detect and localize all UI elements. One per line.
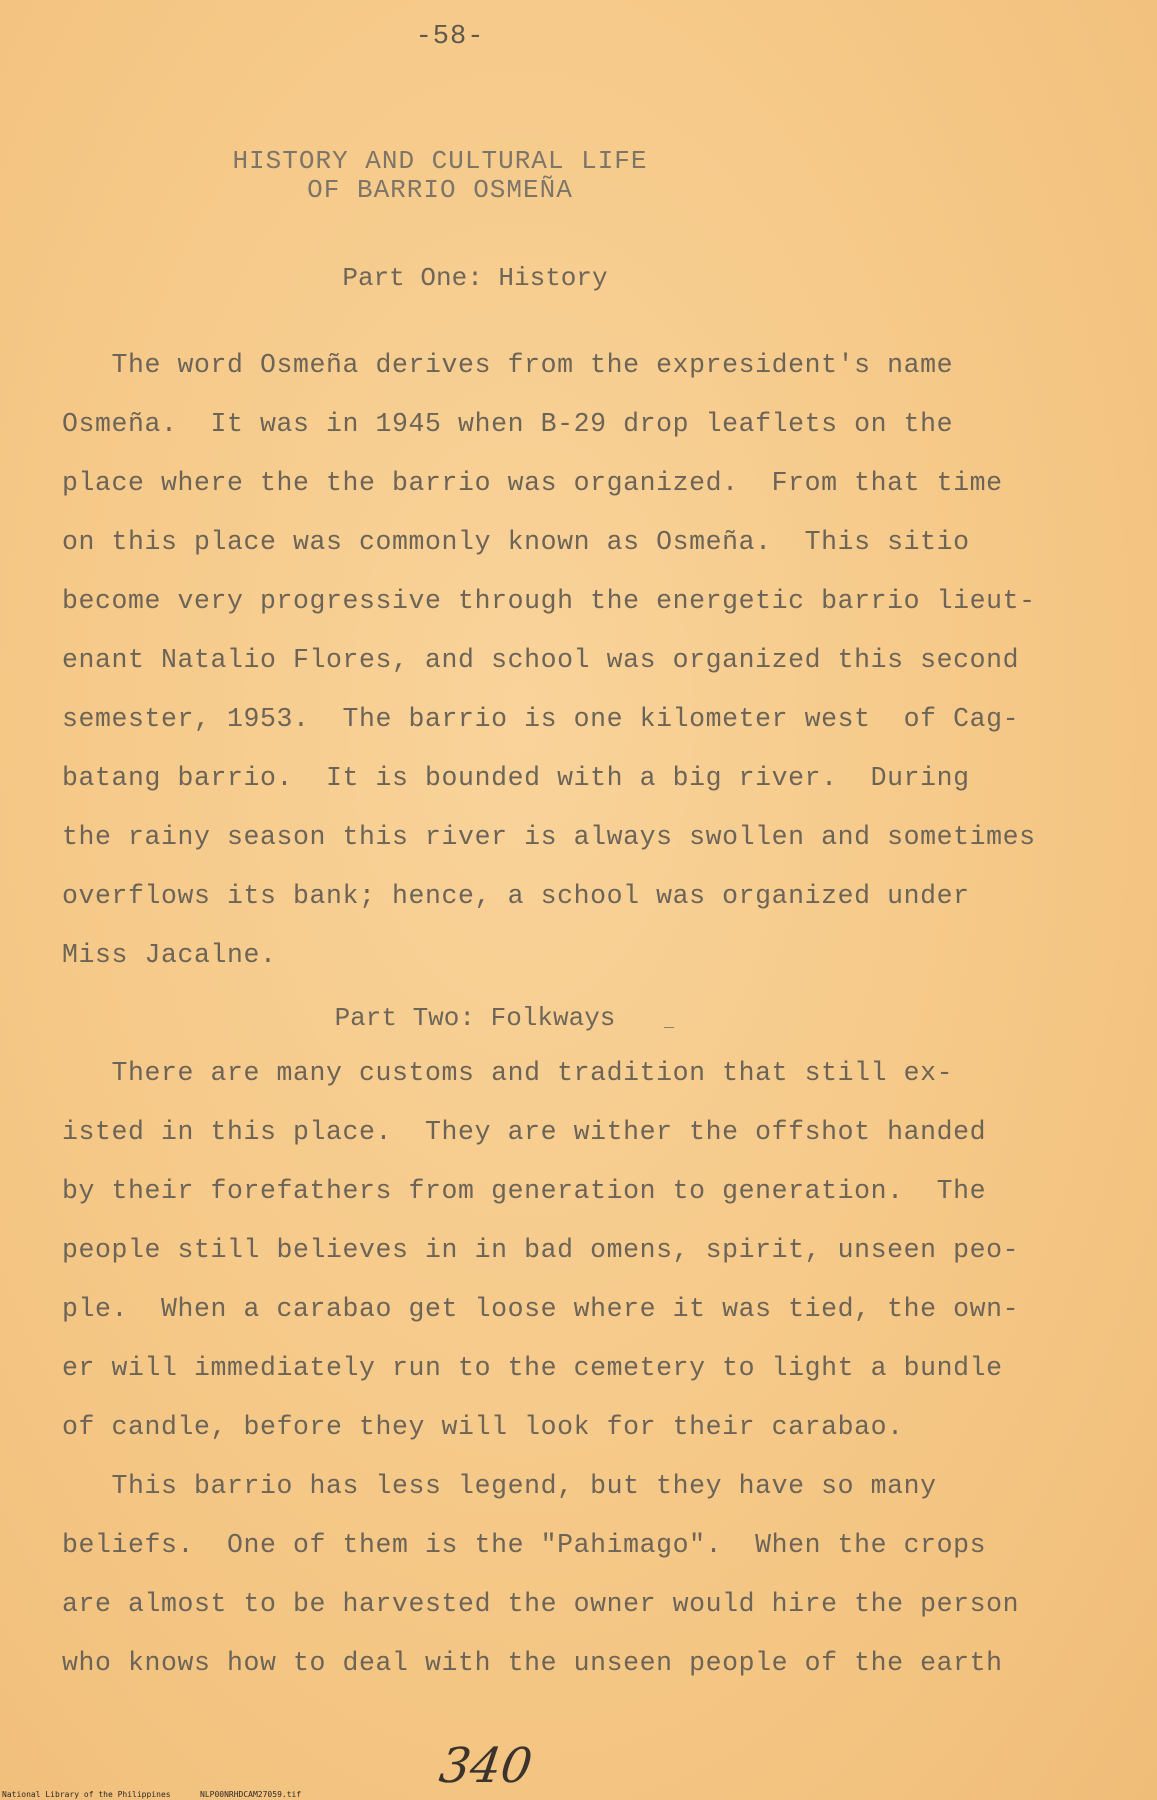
page-number: -58- — [415, 22, 485, 52]
text-line: batang barrio. It is bounded with a big river. During — [62, 763, 970, 793]
text-line: The word Osmeña derives from the expresident's name — [62, 350, 954, 380]
text-line: the rainy season this river is always swollen and sometimes — [62, 822, 1036, 852]
document-title-line-1: HISTORY AND CULTURAL LIFE — [232, 146, 648, 176]
footer-file-name: NLP00NRHDCAM27059.tif — [200, 1790, 302, 1799]
part-one-heading: Part One: History — [342, 263, 608, 293]
text-line: There are many customs and tradition that still ex- — [62, 1058, 954, 1088]
text-line: beliefs. One of them is the "Pahimago". When the crops — [62, 1530, 987, 1560]
text-line: ple. When a carabao get loose where it was tied, the own- — [62, 1294, 1020, 1324]
text-line: by their forefathers from generation to generation. The — [62, 1176, 987, 1206]
text-line: overflows its bank; hence, a school was organized under — [62, 881, 970, 911]
text-line: are almost to be harvested the owner would hire the person — [62, 1589, 1020, 1619]
text-line: of candle, before they will look for their carabao. — [62, 1412, 904, 1442]
text-line: place where the the barrio was organized. From that time — [62, 468, 1003, 498]
text-line: This barrio has less legend, but they have so many — [62, 1471, 937, 1501]
footer-library-name: National Library of the Philippines — [2, 1790, 171, 1799]
text-line: Miss Jacalne. — [62, 940, 277, 970]
stray-mark — [664, 1027, 674, 1028]
text-line: become very progressive through the energetic barrio lieut- — [62, 586, 1036, 616]
text-line: Osmeña. It was in 1945 when B-29 drop leaflets on the — [62, 409, 954, 439]
text-line: who knows how to deal with the unseen people of the earth — [62, 1648, 1003, 1678]
text-line: isted in this place. They are wither the offshot handed — [62, 1117, 987, 1147]
text-line: er will immediately run to the cemetery to light a bundle — [62, 1353, 1003, 1383]
text-line: people still believes in in bad omens, spirit, unseen peo- — [62, 1235, 1020, 1265]
handwritten-page-number: 340 — [436, 1738, 536, 1794]
text-line: on this place was commonly known as Osmeña. This sitio — [62, 527, 970, 557]
part-two-heading: Part Two: Folkways — [334, 1003, 616, 1033]
text-line: enant Natalio Flores, and school was organized this second — [62, 645, 1020, 675]
document-title-line-2: OF BARRIO OSMEÑA — [307, 175, 573, 205]
text-line: semester, 1953. The barrio is one kilometer west of Cag- — [62, 704, 1020, 734]
